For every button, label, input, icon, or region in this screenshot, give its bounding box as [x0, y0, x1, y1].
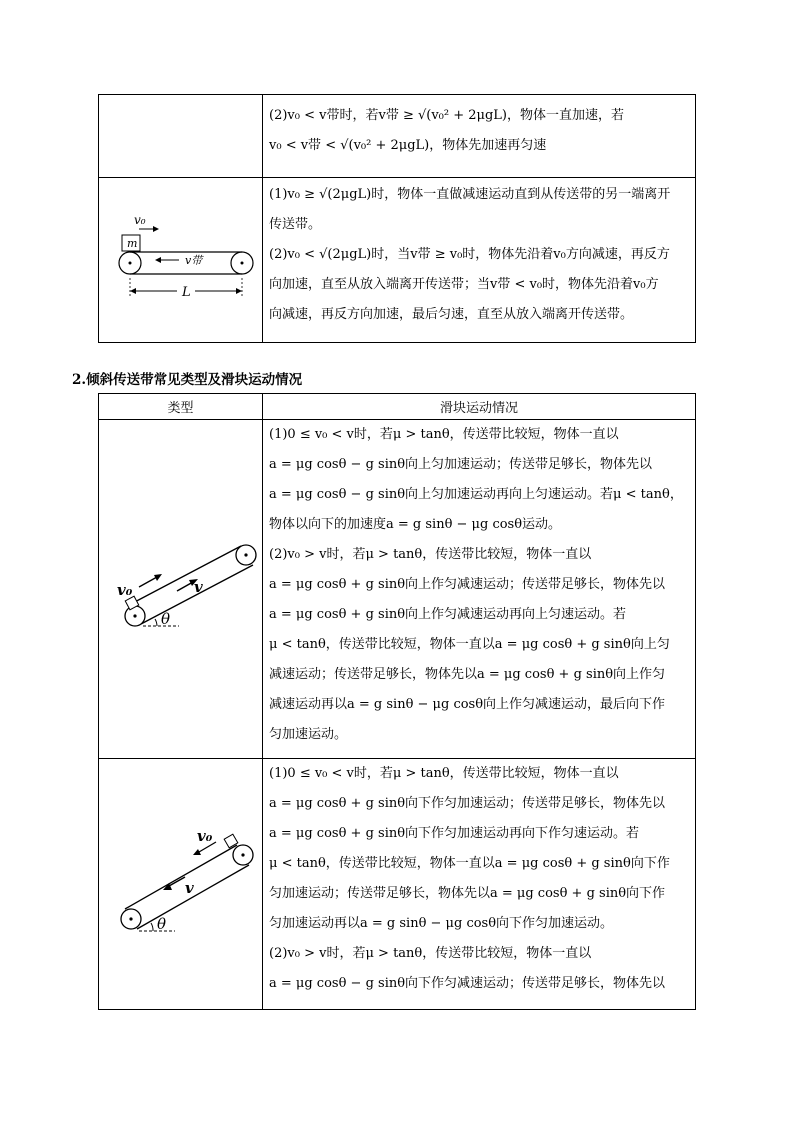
- type-cell-empty: [99, 95, 263, 178]
- text-line: v₀ < v带 < √(v₀² + 2μgL)，物体先加速再匀速: [269, 138, 547, 153]
- table-row: [99, 759, 696, 1010]
- horizontal-belt-diagram: [99, 178, 263, 343]
- horizontal-belt-table: [98, 94, 696, 343]
- motion-cell: [263, 420, 696, 759]
- table-row: [99, 420, 696, 759]
- text-line: 向减速，再反方向加速，最后匀速，直至从放入端离开传送带。: [269, 307, 634, 322]
- text-line: a = μg cosθ − g sinθ向下作匀减速运动；传送带足够长，物体先以: [269, 976, 666, 991]
- text-line: 向加速，直至从放入端离开传送带；当v带 < v₀时，物体先沿着v₀方: [269, 277, 659, 292]
- length-label: L: [182, 285, 191, 300]
- text-line: 匀加速运动再以a = g sinθ − μg cosθ向下作匀加速运动。: [269, 916, 614, 931]
- v0-label: v₀: [197, 827, 213, 845]
- v-label: v: [194, 578, 203, 596]
- text-line: (2)v₀ < v带时，若v带 ≥ √(v₀² + 2μgL)，物体一直加速，若: [269, 108, 624, 123]
- angle-label: θ: [161, 610, 171, 628]
- text-line: a = μg cosθ − g sinθ向上匀加速运动再向上匀速运动。若μ < tanθ，: [269, 487, 683, 502]
- motion-cell: [263, 759, 696, 1010]
- text-line: 匀加速运动；传送带足够长，物体先以a = μg cosθ + g sinθ向下作: [269, 886, 666, 901]
- motion-cell: [263, 95, 696, 178]
- horizontal-belt-diagram-cell: [99, 178, 263, 343]
- text-line: 匀加速运动。: [269, 727, 348, 742]
- text-line: 物体以向下的加速度a = g sinθ − μg cosθ运动。: [269, 517, 562, 532]
- text-line: (2)v₀ > v时，若μ > tanθ，传送带比较短，物体一直以: [269, 946, 592, 961]
- table-row: [99, 178, 696, 343]
- text-line: a = μg cosθ + g sinθ向下作匀加速运动；传送带足够长，物体先以: [269, 796, 666, 811]
- motion-cell: [263, 178, 696, 343]
- text-line: 减速运动再以a = g sinθ − μg cosθ向上作匀减速运动，最后向下作: [269, 697, 666, 712]
- text-line: (2)v₀ < √(2μgL)时，当v带 ≥ v₀时，物体先沿着v₀方向减速，再反方: [269, 247, 670, 262]
- block-label: m: [127, 237, 138, 250]
- text-line: a = μg cosθ + g sinθ向上作匀减速运动；传送带足够长，物体先以: [269, 577, 666, 592]
- text-line: (1)0 ≤ v₀ < v时，若μ > tanθ，传送带比较短，物体一直以: [269, 427, 619, 442]
- vbelt-label: v带: [185, 254, 203, 267]
- table-row: [99, 95, 696, 178]
- incline-down-diagram-cell: [99, 759, 263, 1010]
- column-header-motion: 滑块运动情况: [263, 394, 696, 420]
- v-label: v: [185, 879, 194, 897]
- text-line: μ < tanθ，传送带比较短，物体一直以a = μg cosθ + g sinθ向上匀: [269, 637, 670, 652]
- column-header-type: 类型: [99, 394, 263, 420]
- incline-up-diagram: [99, 420, 263, 759]
- text-line: a = μg cosθ + g sinθ向下作匀加速运动再向下作匀速运动。若: [269, 826, 640, 841]
- text-line: (2)v₀ > v时，若μ > tanθ，传送带比较短，物体一直以: [269, 547, 592, 562]
- incline-down-diagram: [99, 759, 263, 1010]
- section-title: 2.倾斜传送带常见类型及滑块运动情况: [72, 372, 303, 388]
- incline-up-diagram-cell: [99, 420, 263, 759]
- text-line: a = μg cosθ + g sinθ向上作匀减速运动再向上匀速运动。若: [269, 607, 627, 622]
- text-line: a = μg cosθ − g sinθ向上匀加速运动；传送带足够长，物体先以: [269, 457, 653, 472]
- table-header-row: [99, 394, 696, 420]
- inclined-belt-table: [98, 393, 696, 1010]
- text-line: μ < tanθ，传送带比较短，物体一直以a = μg cosθ + g sinθ向下作: [269, 856, 670, 871]
- angle-label: θ: [157, 915, 167, 933]
- text-line: 减速运动；传送带足够长，物体先以a = μg cosθ + g sinθ向上作匀: [269, 667, 666, 682]
- v0-label: v₀: [117, 581, 133, 599]
- v0-label: v₀: [134, 213, 146, 227]
- text-line: (1)0 ≤ v₀ < v时，若μ > tanθ，传送带比较短，物体一直以: [269, 766, 619, 781]
- text-line: (1)v₀ ≥ √(2μgL)时，物体一直做减速运动直到从传送带的另一端离开: [269, 187, 671, 202]
- text-line: 传送带。: [269, 217, 322, 232]
